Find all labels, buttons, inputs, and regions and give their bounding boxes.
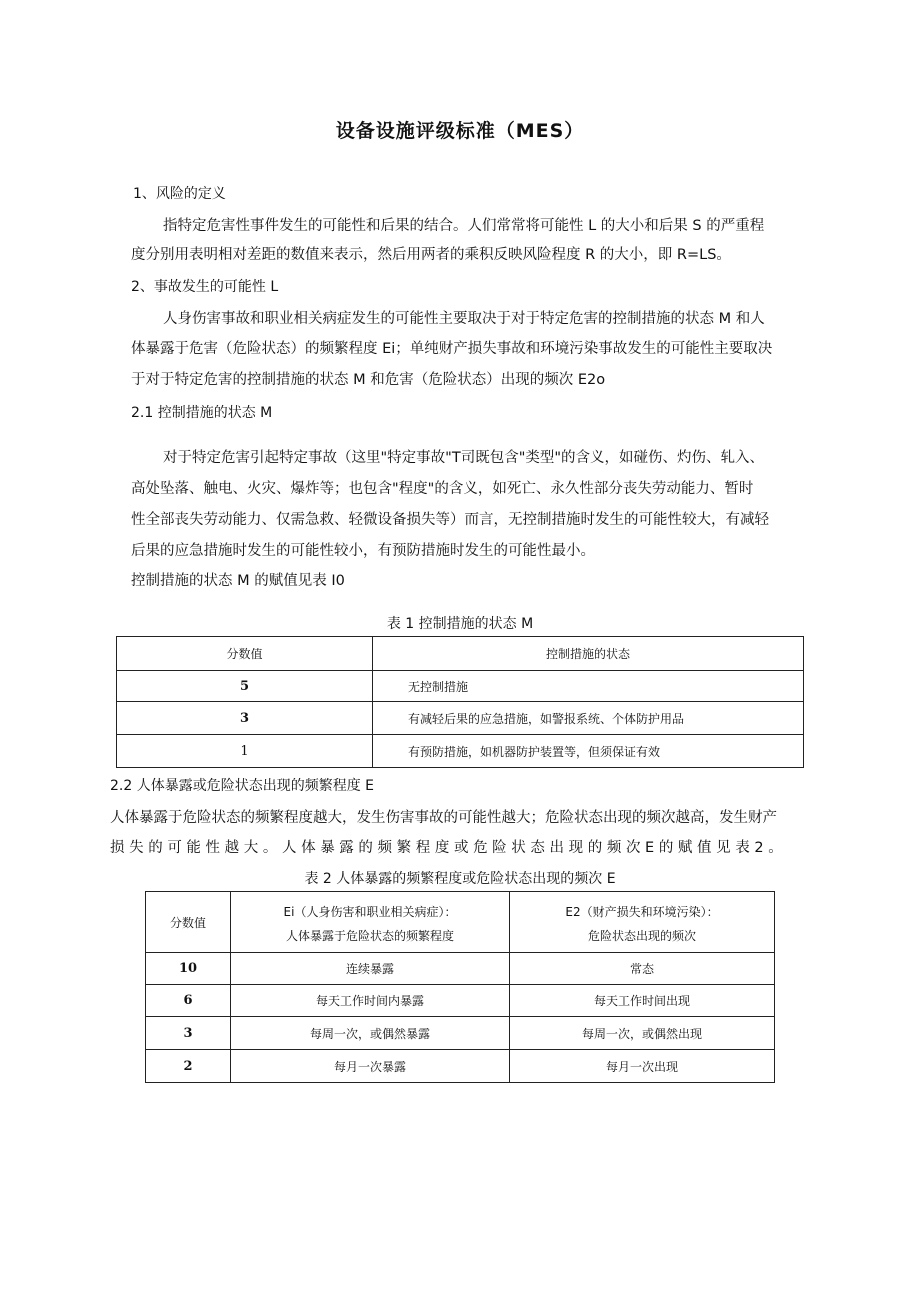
description-cell: 无控制措施 [373,671,804,702]
table-header-cell [231,892,510,920]
section-2-2-line: 损 失 的 可 能 性 越 大 。 人 体 暴 露 的 频 繁 程 度 或 危 险 状 态 出 现 的 频 次 E 的 赋 值 见 表 2 。 [110,840,783,856]
section-2-1-line: 控制措施的状态 M 的赋值见表 I0 [131,573,345,589]
table-1-caption: 表 1 控制措施的状态 M [386,616,534,632]
table-header-row [146,920,775,953]
score-cell: 1 [117,735,373,768]
table-row [117,637,804,671]
section-1-line: 指特定危害性事件发生的可能性和后果的结合。人们常常将可能性 L 的大小和后果 S 的严重程 [163,218,765,234]
table-cell: 连续暴露 [231,953,510,985]
table-header-cell: 分数值 [146,892,231,953]
description-cell: 有减轻后果的应急措施，如警报系统、个体防护用品 [373,702,804,735]
table-header-cell: 分数值 [117,637,373,671]
section-2-1-heading: 2.1 控制措施的状态 M [131,405,273,421]
score-cell: 3 [146,1017,231,1050]
table-header-cell [510,892,775,920]
table-2 [145,891,775,1083]
score-cell: 6 [146,985,231,1017]
table-cell: 每月一次暴露 [231,1050,510,1083]
table-cell: 每天工作时间出现 [510,985,775,1017]
description-cell: 有预防措施，如机器防护装置等，但须保证有效 [373,735,804,768]
table-row [146,985,775,1017]
section-2-heading: 2、事故发生的可能性 L [131,279,279,295]
table-header-cell: 危险状态出现的频次 [510,920,775,953]
table-cell: 每周一次，或偶然暴露 [231,1017,510,1050]
score-cell: 3 [117,702,373,735]
header-text: E2（财产损失和环境污染）： [565,904,719,919]
section-2-1-line: 性全部丧失劳动能力、仅需急救、轻微设备损失等）而言，无控制措施时发生的可能性较大，有减轻 [131,512,769,528]
table-cell: 每月一次出现 [510,1050,775,1083]
table-row [117,671,804,702]
page-title: 设备设施评级标准（MES） [335,120,585,142]
section-2-1-line: 高处坠落、触电、火灾、爆炸等；也包含"程度"的含义，如死亡、永久性部分丧失劳动能力、暂时 [131,481,754,497]
table-header-row [146,892,775,920]
score-cell: 2 [146,1050,231,1083]
table-row [146,1050,775,1083]
section-2-line: 人身伤害事故和职业相关病症发生的可能性主要取决于对于特定危害的控制措施的状态 M 和人 [163,311,765,327]
section-2-line: 体暴露于危害（危险状态）的频繁程度 Ei；单纯财产损失事故和环境污染事故发生的可能性主要取决 [131,341,773,357]
table-row [146,953,775,985]
section-2-2-heading: 2.2 人体暴露或危险状态出现的频繁程度 E [110,778,375,794]
table-row [117,702,804,735]
section-1-line: 度分别用表明相对差距的数值来表示，然后用两者的乘积反映风险程度 R 的大小，即 R=LS。 [131,247,731,263]
table-header-cell: 控制措施的状态 [373,637,804,671]
table-cell: 常态 [510,953,775,985]
section-1-heading: 1、风险的定义 [133,186,226,202]
table-header-cell: 人体暴露于危险状态的频繁程度 [231,920,510,953]
table-1 [116,636,804,768]
section-2-1-line: 后果的应急措施时发生的可能性较小，有预防措施时发生的可能性最小。 [131,543,595,559]
score-cell: 10 [146,953,231,985]
section-2-2-line: 人体暴露于危险状态的频繁程度越大，发生伤害事故的可能性越大；危险状态出现的频次越高，发生财产 [110,810,777,826]
table-cell: 每天工作时间内暴露 [231,985,510,1017]
table-row [117,735,804,768]
header-text: Ei（人身伤害和职业相关病症）： [283,904,457,919]
section-2-1-line: 对于特定危害引起特定事故（这里"特定事故"T司既包含"类型"的含义，如碰伤、灼伤、轧入、 [163,450,765,466]
table-row [146,1017,775,1050]
score-cell: 5 [117,671,373,702]
section-2-line: 于对于特定危害的控制措施的状态 M 和危害（危险状态）出现的频次 E2o [131,372,606,388]
table-2-caption: 表 2 人体暴露的频繁程度或危险状态出现的频次 E [304,871,616,887]
table-cell: 每周一次，或偶然出现 [510,1017,775,1050]
